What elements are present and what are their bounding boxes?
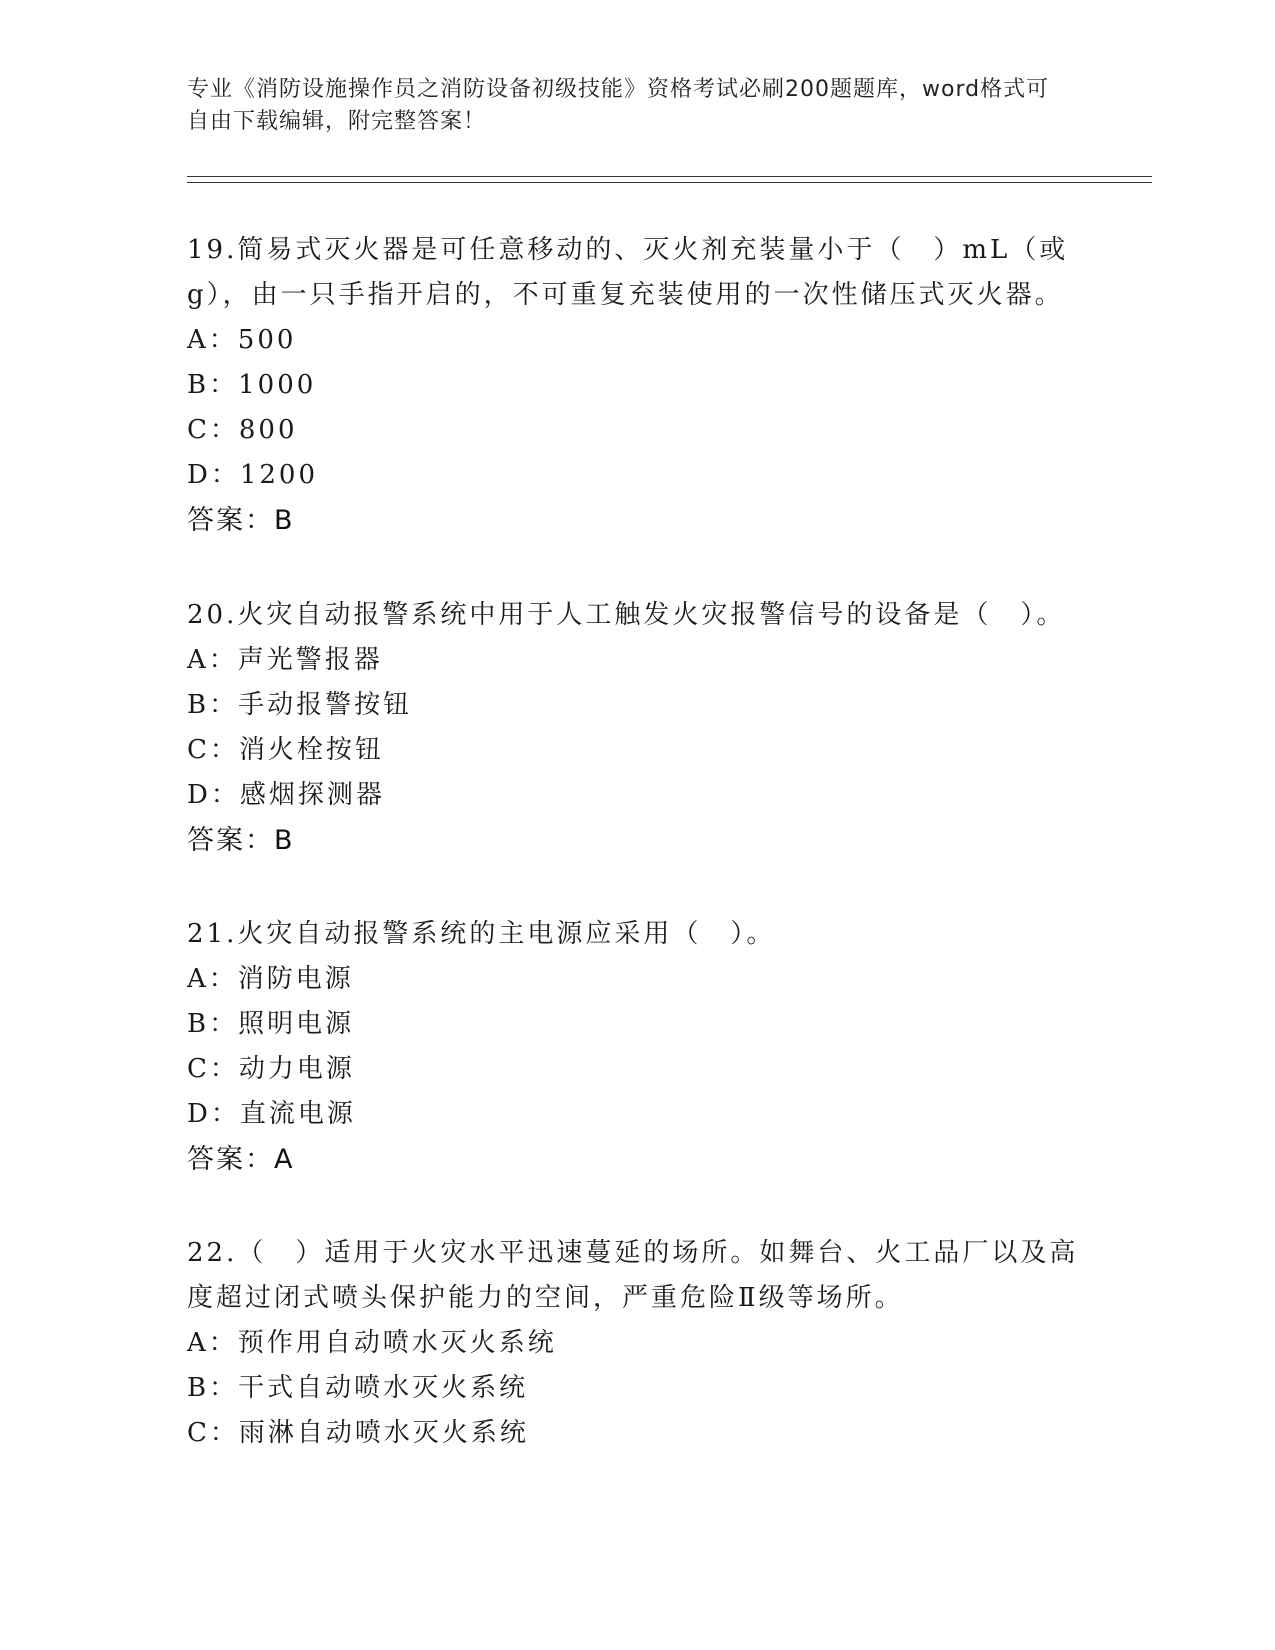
question-stem: 19.简易式灭火器是可任意移动的、灭火剂充装量小于（ ）mL（或g），由一只手指开启的，不可重复充装使用的一次性储压式灭火器。 bbox=[187, 235, 1069, 310]
question-stem: 22.（ ）适用于火灾水平迅速蔓延的场所。如舞台、火工品厂以及高度超过闭式喷头保护能力的空间，严重危险Ⅱ级等场所。 bbox=[187, 1238, 1079, 1313]
option-c: C：800 bbox=[187, 415, 298, 445]
question-19 bbox=[187, 228, 1087, 543]
option-b: B：1000 bbox=[187, 370, 317, 400]
option-d: D：1200 bbox=[187, 460, 319, 490]
document-header: 专业《消防设施操作员之消防设备初级技能》资格考试必刷200题题库，word格式可自由下载编辑，附完整答案！ bbox=[187, 77, 1050, 134]
option-c: C：雨淋自动喷水灭火系统 bbox=[187, 1418, 529, 1448]
answer-line: 答案：B bbox=[187, 825, 295, 856]
answer-line: 答案：B bbox=[187, 505, 295, 536]
answer-line: 答案：A bbox=[187, 1144, 295, 1175]
header-divider-bottom bbox=[187, 182, 1152, 183]
option-a: A：声光警报器 bbox=[187, 645, 383, 675]
option-b: B：干式自动喷水灭火系统 bbox=[187, 1373, 529, 1403]
question-21 bbox=[187, 912, 1087, 1182]
option-d: D：直流电源 bbox=[187, 1099, 356, 1129]
option-a: A：500 bbox=[187, 325, 297, 355]
question-stem: 20.火灾自动报警系统中用于人工触发火灾报警信号的设备是（ ）。 bbox=[187, 600, 1066, 630]
option-b: B：手动报警按钮 bbox=[187, 690, 413, 720]
option-c: C：消火栓按钮 bbox=[187, 735, 384, 765]
question-20 bbox=[187, 593, 1087, 863]
option-c: C：动力电源 bbox=[187, 1054, 355, 1084]
option-a: A：预作用自动喷水灭火系统 bbox=[187, 1328, 557, 1358]
option-a: A：消防电源 bbox=[187, 964, 354, 994]
option-d: D：感烟探测器 bbox=[187, 780, 385, 810]
header-divider-top bbox=[187, 176, 1152, 177]
question-22 bbox=[187, 1231, 1087, 1456]
question-stem: 21.火灾自动报警系统的主电源应采用（ ）。 bbox=[187, 919, 776, 949]
option-b: B：照明电源 bbox=[187, 1009, 355, 1039]
